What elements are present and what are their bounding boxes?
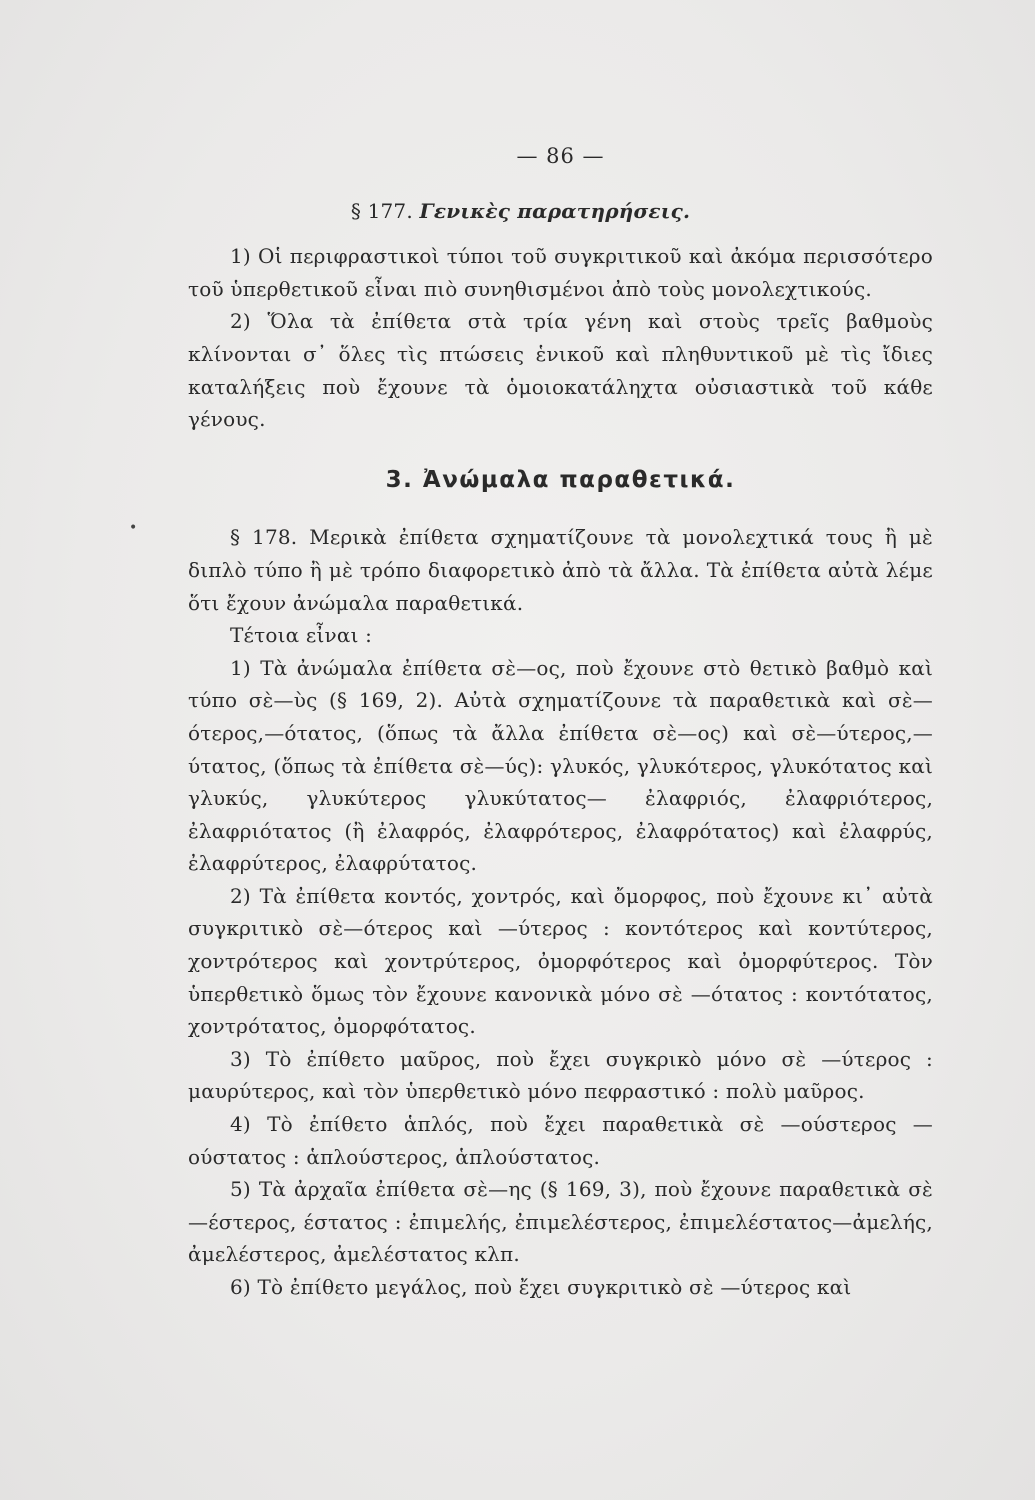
section-178-paragraph: Τέτοια εἶναι : [230, 623, 373, 648]
text-column [188, 140, 933, 1304]
section-178-item-2: 2) Τὰ ἐπίθετα κοντός, χοντρός, καὶ ὄμορφος, ποὺ ἔχουνε κι᾽ αὐτὰ συγκριτικὸ σὲ—ότερος καὶ —ύτερος : κοντότερος καὶ κοντύτερος, χοντρότερος καὶ χοντρύτερος, ὀμορφότερος καὶ ὀμορφύτερος. Τὸν ὑπερθετικὸ ὅμως τὸν ἔχουνε κανονικὰ μόνο σὲ —ότατος : κοντότατος, χοντρότατος, ὀμορφότατος. [188, 883, 933, 1039]
section-178-item-6: 6) Τὸ ἐπίθετο μεγάλος, ποὺ ἔχει συγκριτικὸ σὲ —ύτερος καὶ [230, 1275, 852, 1299]
chapter-title: 3. Ἀνώμαλα παραθετικά. [385, 466, 736, 493]
section-178-intro: § 178. Μερικὰ ἐπίθετα σχηματίζουνε τὰ μονολεχτικά τους ἢ μὲ διπλὸ τύπο ἢ μὲ τρόπο διαφορετικὸ ἀπὸ τὰ ἄλλα. Τὰ ἐπίθετα αὐτὰ λέμε ὅτι ἔχουν ἀνώμαλα παραθετικά. [188, 525, 933, 615]
section-178-item-4: 4) Τὸ ἐπίθετο ἁπλός, ποὺ ἔχει παραθετικὰ σὲ —ούστερος —ούστατος : ἁπλούστερος, ἁπλούστατος. [188, 1112, 933, 1169]
section-177-paragraph: 2) Ὅλα τὰ ἐπίθετα στὰ τρία γένη καὶ στοὺς τρεῖς βαθμοὺς κλίνονται σ᾽ ὅλες τὶς πτώσεις ἑνικοῦ καὶ πληθυντικοῦ μὲ τὶς ἴδιες καταλήξεις ποὺ ἔχουνε τὰ ὁμοιοκατάληχτα οὐσιαστικὰ τοῦ κάθε γένους. [188, 309, 933, 432]
section-177-paragraph: 1) Οἱ περιφραστικοὶ τύποι τοῦ συγκριτικοῦ καὶ ἀκόμα περισσότερο τοῦ ὑπερθετικοῦ εἶναι πιὸ συνηθισμένοι ἀπὸ τοὺς μονολεχτικούς. [188, 244, 933, 301]
section-177-heading [188, 195, 933, 228]
section-177-title: Γενικὲς παρατηρήσεις. [419, 198, 691, 223]
section-178-item-5: 5) Τὰ ἀρχαῖα ἐπίθετα σὲ—ης (§ 169, 3), ποὺ ἔχουνε παραθετικὰ σὲ —έστερος, έστατος : ἐπιμελής, ἐπιμελέστερος, ἐπιμελέστατος—ἀμελής, ἀμελέστερος, ἀμελέστατος κλπ. [188, 1177, 933, 1267]
section-177-mark: § 177. [350, 198, 413, 223]
margin-mark: • [129, 520, 138, 536]
page-number: — 86 — [516, 144, 605, 168]
section-178-item-3: 3) Τὸ ἐπίθετο μαῦρος, ποὺ ἔχει συγκρικὸ μόνο σὲ —ύτερος : μαυρύτερος, καὶ τὸν ὑπερθετικὸ μόνο πεφραστικό : πολὺ μαῦρος. [188, 1046, 933, 1104]
section-178-item-1: 1) Τὰ ἀνώμαλα ἐπίθετα σὲ—ος, ποὺ ἔχουνε στὸ θετικὸ βαθμὸ καὶ τύπο σὲ—ὺς (§ 169, 2). Αὐτὰ σχηματίζουνε τὰ παραθετικὰ καὶ σὲ—ότερος,—ότατος, (ὅπως τὰ ἄλλα ἐπίθετα σὲ—ος) καὶ σὲ—ύτερος,—ύτατος, (ὅπως τὰ ἐπίθετα σὲ—ύς): γλυκός, γλυκότερος, γλυκότατος καὶ γλυκύς, γλυκύτερος γλυκύτατος— ἐλαφριός, ἐλαφριότερος, ἐλαφριότατος (ἢ ἐλαφρός, ἐλαφρότερος, ἐλαφρότατος) καὶ ἐλαφρύς, ἐλαφρύτερος, ἐλαφρύτατος. [188, 655, 933, 876]
